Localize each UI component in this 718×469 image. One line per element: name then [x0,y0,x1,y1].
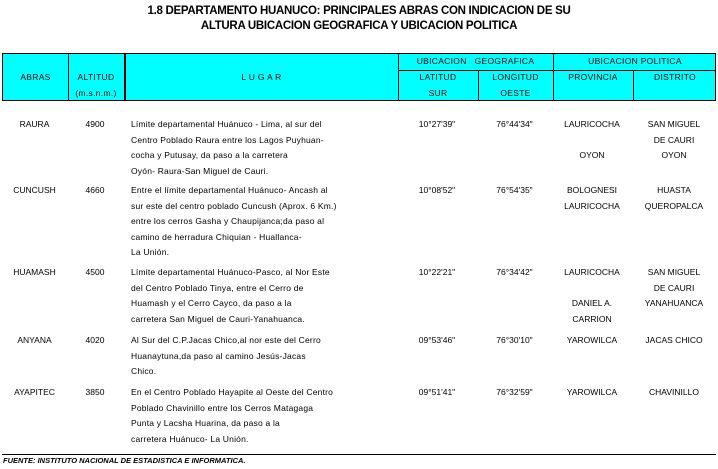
lugar-cell-line: sur este del centro poblado Cuncush (Aprox. 6 Km.) [131,200,337,211]
provincia-cell [552,385,632,401]
latitud-cell: 10°22'21" [418,267,456,277]
altitud-cell: 4660 [85,185,105,195]
lugar-cell-line: Huamash y el Cerro Cayco, da paso a la [131,298,292,308]
latitud-cell: 09°53'46" [418,335,456,345]
distrito-cell-line: SAN MIGUEL [647,119,701,129]
provincia-cell [552,265,632,327]
header-provincia: PROVINCIA [568,72,618,82]
abra-cell: AYAPITEC [14,387,55,397]
lugar-cell-line: Chico. [131,366,157,376]
lugar-cell-line: Huanaytuna,da paso al camino Jesús-Jacas [131,350,306,361]
lugar-cell-line: Al Sur del C.P.Jacas Chico,al nor este del Cerro [131,335,321,345]
provincia-cell-line: CARRION [572,313,612,324]
lugar-cell-line: carretera San Miguel de Cauri-Yanahuanca. [131,313,305,324]
distrito-cell-line: QUEROPALCA [644,200,704,211]
distrito-cell-line: HUASTA [657,185,691,195]
lugar-cell-line: Entre el límite departamental Huánuco- Ancash al [131,185,328,195]
abra-cell: RAURA [19,119,50,129]
provincia-cell-line: LAURICOCHA [564,119,620,129]
distrito-cell [632,265,716,312]
table-title-line1: 1.8 DEPARTAMENTO HUANUCO: PRINCIPALES ABRAS CON INDICACION DE SU [147,5,571,17]
provincia-cell [552,183,632,214]
distrito-cell [632,117,716,164]
provincia-cell-line: BOLOGNESI [566,185,618,195]
lugar-cell [131,333,396,380]
header-lugar: L U G A R [241,72,282,82]
lugar-cell-line: Oyón- Raura-San Miguel de Cauri. [131,165,269,176]
longitud-cell: 76°54'35" [496,185,533,195]
distrito-cell [632,333,716,349]
source-note: FUENTE: INSTITUTO NACIONAL DE ESTADISTICA E INFORMATICA. [3,456,246,465]
distrito-cell-line: CHAVINILLO [649,387,699,397]
lugar-cell-line: Límite departamental Huánuco - Lima, al sur del [131,119,322,129]
abra-cell: CUNCUSH [13,185,56,195]
provincia-cell-line: LAURICOCHA [564,267,620,277]
lugar-cell-line: carretera Huánuco- La Unión. [131,433,249,444]
header-latitud-sur: SUR [428,88,448,98]
provincia-cell-line: LAURICOCHA [564,200,620,211]
header-altitud: ALTITUD [77,72,115,82]
provincia-cell [552,333,632,349]
longitud-cell: 76°34'42" [496,267,533,277]
header-longitud: LONGITUD [492,72,539,82]
provincia-cell-line: YAROWILCA [566,335,618,345]
longitud-cell: 76°32'59" [496,387,533,397]
provincia-cell-line: YAROWILCA [566,387,618,397]
lugar-cell-line: Centro Poblado Raura entre los Lagos Puyhuan- [131,134,324,145]
lugar-cell [131,117,396,179]
latitud-cell: 10°27'39" [418,119,456,129]
provincia-cell-line [552,281,632,297]
distrito-cell [632,183,716,214]
header-ubicacion-geografica: UBICACION GEOGRAFICA [416,56,535,66]
lugar-cell-line: En el Centro Poblado Hayapite al Oeste del Centro [131,387,334,397]
distrito-cell-line: DE CAURI [653,282,695,293]
lugar-cell-line: entre los cerros Gasha y Chaupijanca;da paso al [131,216,325,226]
table-header [2,53,716,101]
altitud-cell: 4900 [85,119,105,129]
header-latitud: LATITUD [419,72,457,82]
altitud-cell: 4500 [85,267,105,277]
table-title-line2: ALTURA UBICACION GEOGRAFICA Y UBICACION POLITICA [200,20,518,32]
footer-divider [2,454,716,455]
provincia-cell [552,117,632,164]
header-abras: ABRAS [20,72,51,82]
header-ubicacion-politica: UBICACION POLITICA [588,56,682,66]
latitud-cell: 09°51'41" [418,387,456,397]
longitud-cell: 76°30'10" [496,335,533,345]
longitud-cell: 76°44'34" [496,119,533,129]
lugar-cell-line: Punta y Lacsha Huarina, da paso a la [131,418,280,428]
provincia-cell-line: DANIEL A. [571,298,613,308]
distrito-cell-line: OYON [661,150,687,160]
lugar-cell-line: camino de herradura Chiquian - Huallanca- [131,231,302,242]
altitud-cell: 4020 [85,335,105,345]
lugar-cell [131,265,396,327]
provincia-cell-line: OYON [579,150,605,160]
lugar-cell-line: cocha y Putusay, da paso a la carretera [131,150,288,160]
lugar-cell-line: del Centro Poblado Tinya, entre el Cerro de [131,282,304,293]
lugar-cell-line: Poblado Chavinillo entre los Cerros Matagaga [131,402,314,413]
provincia-cell-line [552,133,632,149]
distrito-cell-line: DE CAURI [653,134,695,145]
distrito-cell-line: SAN MIGUEL [647,267,701,277]
distrito-cell [632,385,716,401]
distrito-cell-line: YANAHUANCA [644,298,704,308]
altitud-cell: 3850 [85,387,105,397]
header-altitud-unit: (m.s.n.m.) [75,88,117,98]
header-longitud-oeste: OESTE [500,88,531,98]
latitud-cell: 10°08'52" [418,185,456,195]
lugar-cell [131,385,396,447]
abra-cell: ANYANA [17,335,52,345]
lugar-cell-line: Límite departamental Huánuco-Pasco, al Nor Este [131,267,330,277]
lugar-cell-line: La Unión. [131,247,170,257]
distrito-cell-line: JACAS CHICO [645,335,703,345]
header-distrito: DISTRITO [654,72,696,82]
lugar-cell [131,183,396,261]
abra-cell: HUAMASH [13,267,56,277]
